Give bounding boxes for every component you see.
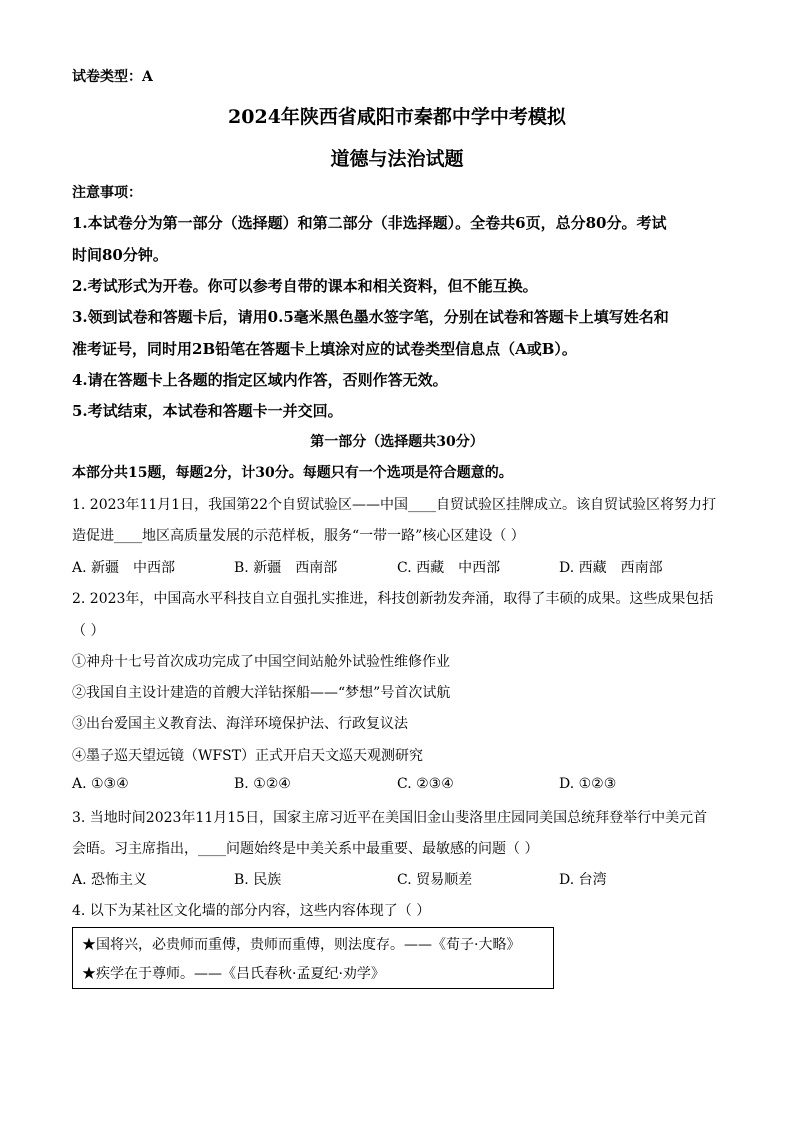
page-subtitle: 道德与法治试题 (330, 148, 464, 170)
notice-line: 2.考试形式为开卷。你可以参考自带的课本和相关资料，但不能互换。 (72, 277, 538, 295)
question-3-text: 会晤。习主席指出，____问题始终是中美关系中最重要、最敏感的问题（ ） (72, 841, 539, 857)
quote-line: ★疾学在于尊师。——《吕氏春秋·孟夏纪·劝学》 (82, 966, 385, 982)
quote-box (72, 927, 554, 989)
notice-line: 1.本试卷分为第一部分（选择题）和第二部分（非选择题）。全卷共6页，总分80分。考试 (72, 214, 667, 232)
q2-option-c: C. ②③④ (397, 776, 454, 792)
q1-option-c: C. 西藏 中西部 (397, 560, 501, 576)
q1-option-a: A. 新疆 中西部 (72, 560, 176, 576)
q3-option-b: B. 民族 (234, 872, 282, 888)
question-4-text: 4. 以下为某社区文化墙的部分内容，这些内容体现了（ ） (72, 903, 431, 919)
question-2-text: （ ） (72, 623, 105, 639)
page-title: 2024年陕西省咸阳市秦都中学中考模拟 (228, 106, 566, 128)
question-1-text: 1. 2023年11月1日，我国第22个自贸试验区——中国____自贸试验区挂牌成立。该自贸试验区将努力打 (72, 497, 716, 513)
q2-option-d: D. ①②③ (559, 776, 617, 792)
q2-option-a: A. ①③④ (72, 776, 129, 792)
question-1-text: 造促进____地区高质量发展的示范样板，服务“一带一路”核心区建设（ ） (72, 528, 525, 544)
notice-line: 3.领到试卷和答题卡后，请用0.5毫米黑色墨水签字笔，分别在试卷和答题卡上填写姓名和 (72, 308, 669, 326)
q2-option-b: B. ①②④ (234, 776, 291, 792)
question-3-text: 3. 当地时间2023年11月15日，国家主席习近平在美国旧金山斐洛里庄园同美国总统拜登举行中美元首 (72, 810, 708, 826)
notice-line: 时间80分钟。 (72, 246, 168, 264)
quote-line: ★国将兴，必贵师而重傅，贵师而重傅，则法度存。——《荀子·大略》 (82, 937, 521, 953)
q2-item: ①神舟十七号首次成功完成了中国空间站舱外试验性维修作业 (72, 654, 450, 670)
q3-option-a: A. 恐怖主义 (72, 872, 148, 888)
q1-option-b: B. 新疆 西南部 (234, 560, 338, 576)
question-2-text: 2. 2023年，中国高水平科技自立自强扎实推进，科技创新勃发奔涌，取得了丰硕的成果。这些成果包括 (72, 591, 714, 607)
notice-line: 准考证号，同时用2B铅笔在答题卡上填涂对应的试卷类型信息点（A或B）。 (72, 340, 577, 358)
part1-instruction: 本部分共15题，每题2分，计30分。每题只有一个选项是符合题意的。 (72, 465, 513, 481)
q1-option-d: D. 西藏 西南部 (559, 560, 663, 576)
q3-option-c: C. 贸易顺差 (397, 872, 473, 888)
part1-heading: 第一部分（选择题共30分） (310, 434, 484, 450)
q3-option-d: D. 台湾 (559, 872, 607, 888)
paper-type: 试卷类型：A (72, 69, 153, 85)
notice-heading: 注意事项： (72, 185, 142, 201)
notice-line: 5.考试结束，本试卷和答题卡一并交回。 (72, 402, 343, 420)
q2-item: ③出台爱国主义教育法、海洋环境保护法、行政复议法 (72, 716, 408, 732)
q2-item: ④墨子巡天望远镜（WFST）正式开启天文巡天观测研究 (72, 748, 424, 764)
q2-item: ②我国自主设计建造的首艘大洋钻探船——“梦想”号首次试航 (72, 685, 451, 701)
notice-line: 4.请在答题卡上各题的指定区域内作答，否则作答无效。 (72, 371, 448, 389)
